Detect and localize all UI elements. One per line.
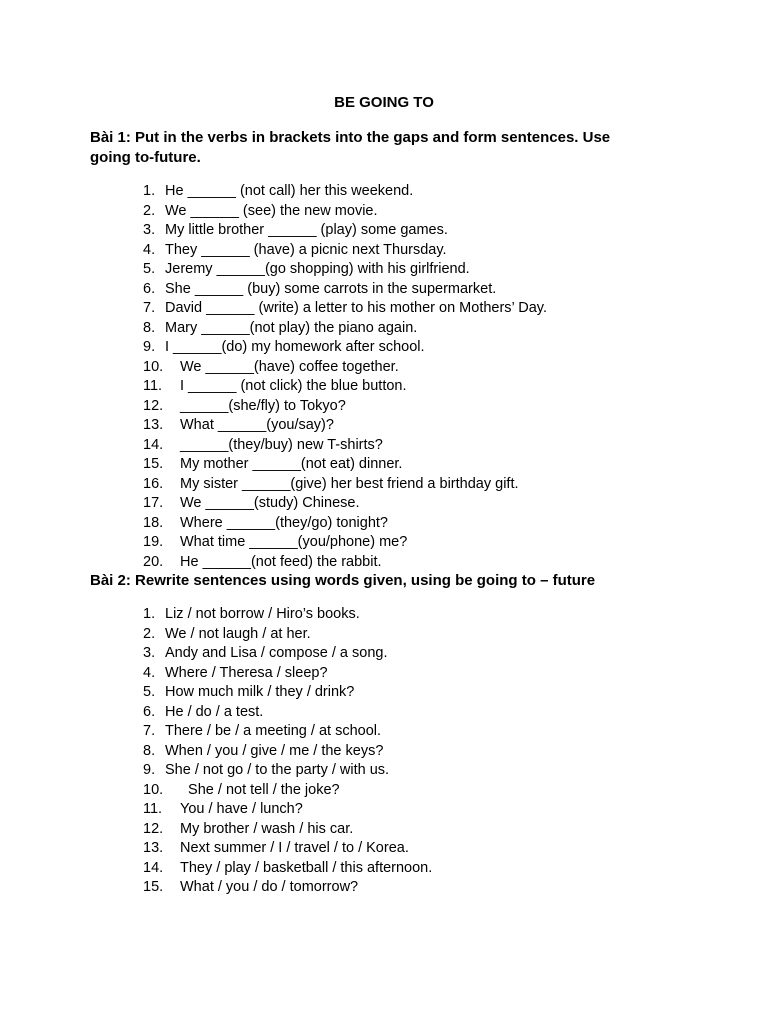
list-item: [143, 820, 432, 840]
list-item: [143, 260, 547, 280]
list-item: [143, 182, 547, 202]
list-item: [143, 416, 547, 436]
item-number: 8.: [143, 319, 156, 336]
item-text: My brother / wash / his car.: [180, 820, 354, 837]
item-number: 12.: [143, 397, 164, 414]
item-text: Jeremy ______(go shopping) with his girlfriend.: [165, 261, 470, 277]
list-item: [143, 625, 432, 645]
item-text: Where / Theresa / sleep?: [165, 664, 328, 681]
item-number: 14.: [143, 436, 164, 453]
item-text: They / play / basketball / this afternoon.: [180, 859, 433, 876]
item-number: 14.: [143, 859, 164, 876]
item-text: ______(they/buy) new T-shirts?: [180, 436, 383, 453]
list-item: [143, 878, 432, 898]
item-number: 15.: [143, 879, 164, 895]
item-text: We / not laugh / at her.: [165, 625, 311, 642]
item-number: 6.: [143, 280, 156, 297]
item-number: 1.: [143, 183, 156, 199]
item-number: 4.: [143, 664, 156, 681]
item-text: We ______ (see) the new movie.: [165, 202, 378, 219]
item-number: 7.: [143, 723, 156, 739]
item-number: 19.: [143, 534, 164, 550]
item-number: 9.: [143, 762, 156, 778]
list-item: [143, 377, 547, 397]
item-number: 3.: [143, 222, 156, 238]
item-text: ______(she/fly) to Tokyo?: [180, 397, 346, 414]
item-text: They ______ (have) a picnic next Thursday.: [165, 241, 447, 258]
list-item: [143, 859, 432, 879]
list-item: [143, 338, 547, 358]
list-item: [143, 781, 432, 801]
exercise-1-heading-line-1: Bài 1: Put in the verbs in brackets into the gaps and form sentences. Use: [90, 129, 611, 146]
list-item: [143, 299, 547, 319]
list-item: [143, 319, 547, 339]
item-text: Andy and Lisa / compose / a song.: [165, 645, 388, 661]
list-item: [143, 722, 432, 742]
item-text: My mother ______(not eat) dinner.: [180, 456, 403, 472]
item-text: We ______(have) coffee together.: [180, 358, 399, 375]
item-number: 10.: [143, 358, 164, 375]
page-title: BE GOING TO: [334, 94, 434, 111]
item-number: 7.: [143, 300, 156, 316]
item-number: 2.: [143, 625, 156, 642]
exercise-2-list: [143, 605, 432, 898]
list-item: [143, 202, 547, 222]
list-item: [143, 280, 547, 300]
list-item: [143, 475, 547, 495]
item-number: 5.: [143, 684, 156, 700]
item-text: He / do / a test.: [165, 703, 264, 720]
item-number: 18.: [143, 514, 164, 531]
item-number: 20.: [143, 553, 164, 570]
item-text: You / have / lunch?: [180, 801, 303, 817]
item-text: We ______(study) Chinese.: [180, 495, 360, 511]
item-text: He ______(not feed) the rabbit.: [180, 553, 382, 570]
item-text: How much milk / they / drink?: [165, 684, 355, 700]
item-text: Next summer / I / travel / to / Korea.: [180, 840, 409, 856]
list-item: [143, 533, 547, 553]
item-text: My little brother ______ (play) some games.: [165, 222, 448, 238]
item-number: 3.: [143, 645, 156, 661]
item-text: There / be / a meeting / at school.: [165, 723, 382, 739]
item-number: 11.: [143, 801, 163, 817]
item-number: 12.: [143, 820, 164, 837]
item-text: He ______ (not call) her this weekend.: [165, 183, 414, 199]
item-text: She / not tell / the joke?: [180, 781, 340, 798]
exercise-2-heading: Bài 2: Rewrite sentences using words given, using be going to – future: [90, 572, 596, 589]
list-item: [143, 664, 432, 684]
item-text: Mary ______(not play) the piano again.: [165, 319, 418, 336]
item-number: 4.: [143, 241, 156, 258]
item-text: She ______ (buy) some carrots in the supermarket.: [165, 280, 497, 297]
item-number: 16.: [143, 475, 164, 492]
item-number: 13.: [143, 840, 164, 856]
list-item: [143, 703, 432, 723]
list-item: [143, 800, 432, 820]
item-text: What time ______(you/phone) me?: [180, 534, 408, 550]
list-item: [143, 761, 432, 781]
item-text: I ______(do) my homework after school.: [165, 339, 425, 355]
item-number: 17.: [143, 495, 164, 511]
item-text: What ______(you/say)?: [180, 417, 334, 433]
item-text: David ______ (write) a letter to his mother on Mothers’ Day.: [165, 300, 547, 316]
exercise-1-heading-line-2: going to-future.: [90, 149, 201, 166]
exercise-1-heading: [90, 128, 690, 168]
exercise-1-list: [143, 182, 547, 572]
item-number: 9.: [143, 339, 156, 355]
list-item: [143, 553, 547, 573]
list-item: [143, 358, 547, 378]
item-number: 10.: [143, 781, 164, 798]
item-text: My sister ______(give) her best friend a birthday gift.: [180, 475, 519, 492]
item-number: 5.: [143, 261, 156, 277]
item-number: 8.: [143, 742, 156, 759]
item-text: When / you / give / me / the keys?: [165, 742, 384, 759]
item-text: What / you / do / tomorrow?: [180, 879, 359, 895]
list-item: [143, 605, 432, 625]
item-text: I ______ (not click) the blue button.: [180, 378, 407, 394]
list-item: [143, 455, 547, 475]
item-number: 2.: [143, 202, 156, 219]
list-item: [143, 241, 547, 261]
list-item: [143, 514, 547, 534]
list-item: [143, 683, 432, 703]
list-item: [143, 397, 547, 417]
list-item: [143, 742, 432, 762]
list-item: [143, 644, 432, 664]
item-text: Where ______(they/go) tonight?: [180, 514, 388, 531]
list-item: [143, 839, 432, 859]
item-number: 13.: [143, 417, 164, 433]
list-item: [143, 221, 547, 241]
list-item: [143, 436, 547, 456]
item-text: Liz / not borrow / Hiro’s books.: [165, 606, 360, 622]
item-number: 1.: [143, 606, 156, 622]
item-number: 15.: [143, 456, 164, 472]
item-number: 11.: [143, 378, 163, 394]
item-text: She / not go / to the party / with us.: [165, 762, 390, 778]
list-item: [143, 494, 547, 514]
item-number: 6.: [143, 703, 156, 720]
